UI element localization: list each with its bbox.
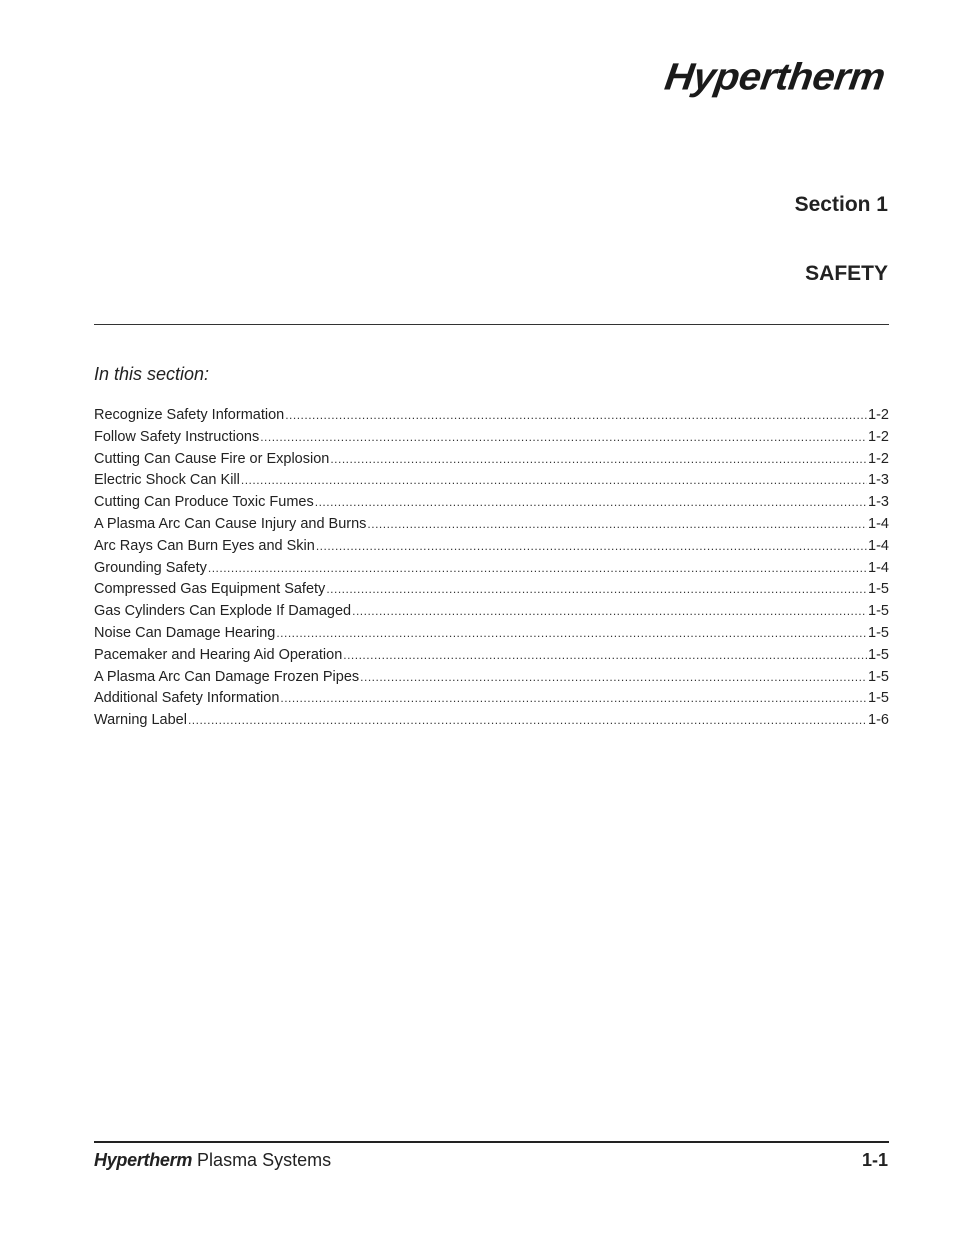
toc-entry[interactable] — [94, 560, 889, 582]
toc-leader-dots — [285, 408, 867, 422]
toc-entry[interactable] — [94, 581, 889, 603]
toc-leader-dots — [367, 517, 867, 531]
toc-entry-title: Warning Label — [94, 712, 187, 729]
toc-entry[interactable] — [94, 472, 889, 494]
header-divider — [94, 324, 889, 325]
toc-entry-title: Arc Rays Can Burn Eyes and Skin — [94, 537, 315, 554]
toc-entry-page: 1-4 — [868, 515, 889, 532]
toc-entry-title: Noise Can Damage Hearing — [94, 624, 276, 641]
table-of-contents — [94, 407, 889, 734]
toc-entry-title: Follow Safety Instructions — [94, 428, 260, 445]
footer-product-line — [94, 1150, 331, 1171]
toc-entry-page: 1-5 — [868, 603, 889, 620]
toc-entry-title: A Plasma Arc Can Damage Frozen Pipes — [94, 668, 360, 685]
toc-leader-dots — [326, 582, 867, 596]
toc-entry-page: 1-4 — [868, 537, 889, 554]
toc-entry-title: Cutting Can Cause Fire or Explosion — [94, 450, 330, 467]
toc-entry-title: Grounding Safety — [94, 559, 207, 576]
toc-leader-dots — [260, 430, 867, 444]
intro-heading: In this section: — [94, 364, 210, 384]
toc-entry[interactable] — [94, 494, 889, 516]
toc-entry-page: 1-5 — [868, 624, 889, 641]
footer-brand: Hypertherm — [94, 1150, 193, 1170]
toc-leader-dots — [208, 561, 867, 575]
hypertherm-logo: Hypertherm — [662, 56, 888, 98]
toc-entry-title: Gas Cylinders Can Explode If Damaged — [94, 603, 352, 620]
toc-entry-title: A Plasma Arc Can Cause Injury and Burns — [94, 515, 367, 532]
toc-entry[interactable] — [94, 538, 889, 560]
toc-leader-dots — [188, 713, 867, 727]
toc-entry-title: Electric Shock Can Kill — [94, 472, 240, 489]
toc-entry[interactable] — [94, 625, 889, 647]
toc-entry[interactable] — [94, 407, 889, 429]
toc-entry[interactable] — [94, 429, 889, 451]
toc-leader-dots — [343, 648, 867, 662]
toc-entry-page: 1-5 — [868, 668, 889, 685]
toc-entry[interactable] — [94, 669, 889, 691]
toc-entry[interactable] — [94, 451, 889, 473]
toc-entry-page: 1-6 — [868, 712, 889, 729]
toc-entry[interactable] — [94, 603, 889, 625]
toc-leader-dots — [330, 452, 867, 466]
footer-product: Plasma Systems — [197, 1150, 332, 1170]
toc-entry-page: 1-5 — [868, 581, 889, 598]
toc-entry[interactable] — [94, 712, 889, 734]
toc-entry-title: Recognize Safety Information — [94, 407, 285, 423]
toc-leader-dots — [280, 691, 867, 705]
toc-entry-title: Cutting Can Produce Toxic Fumes — [94, 494, 314, 511]
toc-entry-page: 1-3 — [868, 472, 889, 489]
toc-entry[interactable] — [94, 516, 889, 538]
toc-leader-dots — [241, 473, 867, 487]
toc-entry-page: 1-5 — [868, 646, 889, 663]
toc-leader-dots — [316, 539, 867, 553]
toc-leader-dots — [352, 604, 867, 618]
page-number: 1-1 — [861, 1150, 888, 1170]
toc-leader-dots — [315, 495, 867, 509]
footer-divider — [94, 1141, 889, 1143]
toc-entry-page: 1-4 — [868, 559, 889, 576]
toc-leader-dots — [276, 626, 867, 640]
section-title: SAFETY — [805, 262, 888, 285]
toc-entry[interactable] — [94, 690, 889, 712]
toc-entry-page: 1-5 — [868, 690, 889, 707]
toc-entry-page: 1-2 — [868, 450, 889, 467]
toc-entry-title: Compressed Gas Equipment Safety — [94, 581, 326, 598]
toc-entry-title: Additional Safety Information — [94, 690, 280, 707]
toc-entry-page: 1-2 — [868, 407, 889, 423]
toc-entry[interactable] — [94, 647, 889, 669]
toc-leader-dots — [360, 670, 867, 684]
toc-entry-page: 1-3 — [868, 494, 889, 511]
toc-entry-title: Pacemaker and Hearing Aid Operation — [94, 646, 343, 663]
toc-entry-page: 1-2 — [868, 428, 889, 445]
section-number: Section 1 — [794, 193, 888, 216]
